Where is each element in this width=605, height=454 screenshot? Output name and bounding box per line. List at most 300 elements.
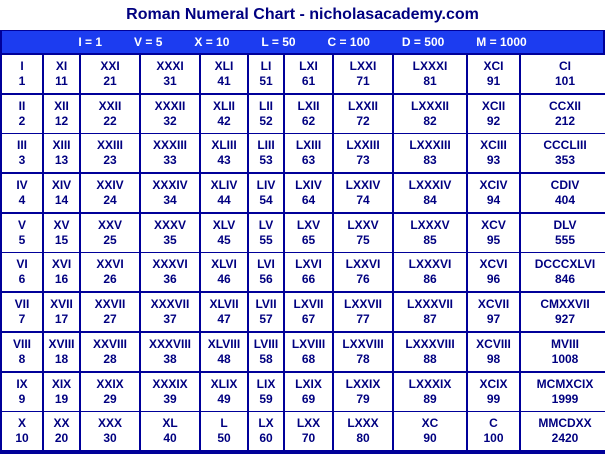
roman-numeral: XCVIII — [476, 336, 511, 351]
roman-numeral: VIII — [12, 336, 31, 351]
roman-numeral: LXXIX — [345, 376, 381, 391]
arabic-number: 50 — [217, 431, 231, 446]
numeral-cell — [2, 134, 42, 172]
roman-numeral: LXXVIII — [342, 336, 384, 351]
roman-numeral: XVI — [51, 257, 72, 272]
numeral-cell — [334, 174, 392, 212]
arabic-number: 65 — [301, 232, 316, 247]
roman-numeral: LX — [258, 416, 274, 431]
arabic-number: 54 — [259, 193, 273, 208]
arabic-number: 70 — [301, 431, 316, 446]
arabic-number: 82 — [423, 113, 437, 128]
numeral-cell — [141, 373, 199, 411]
arabic-number: 17 — [54, 312, 69, 327]
arabic-number: 89 — [423, 391, 437, 406]
roman-numeral: LXIX — [295, 376, 322, 391]
roman-numeral: VI — [16, 257, 28, 272]
numeral-cell — [394, 373, 466, 411]
numeral-cell — [81, 373, 139, 411]
numeral-cell — [2, 55, 42, 93]
roman-numeral: X — [17, 416, 26, 431]
arabic-number: 34 — [163, 193, 177, 208]
numeral-cell — [249, 412, 283, 450]
roman-numeral: LVI — [257, 257, 275, 272]
arabic-number: 404 — [554, 193, 576, 208]
arabic-number: 16 — [54, 272, 69, 287]
arabic-number: 1008 — [551, 351, 579, 366]
roman-numeral: LXXIII — [346, 138, 380, 153]
numeral-cell — [249, 214, 283, 252]
numeral-cell — [2, 293, 42, 331]
numeral-cell — [81, 95, 139, 133]
numeral-cell — [141, 253, 199, 291]
numeral-cell — [141, 95, 199, 133]
roman-numeral: XXXVI — [152, 257, 188, 272]
arabic-number: 85 — [423, 232, 437, 247]
arabic-number: 12 — [54, 113, 69, 128]
numeral-cell — [468, 333, 519, 371]
roman-numeral: LXXXVI — [408, 257, 452, 272]
roman-numeral: II — [18, 98, 26, 113]
roman-numeral: IX — [16, 376, 28, 391]
roman-numeral: XXII — [98, 98, 122, 113]
roman-numeral: XXVIII — [92, 336, 127, 351]
roman-numeral: LXXXI — [412, 59, 448, 73]
numeral-cell — [141, 55, 199, 93]
arabic-number: 5 — [18, 232, 26, 247]
numeral-cell — [394, 333, 466, 371]
roman-numeral: LXX — [296, 416, 321, 431]
roman-numeral: XXV — [97, 217, 122, 232]
roman-numeral: LXXII — [347, 98, 378, 113]
roman-numeral: XXXII — [154, 98, 186, 113]
arabic-number: 63 — [301, 153, 316, 168]
numeral-cell — [141, 214, 199, 252]
numeral-cell — [521, 134, 605, 172]
roman-numeral: I — [20, 59, 24, 73]
numeral-cell — [285, 373, 332, 411]
arabic-number: 19 — [54, 391, 69, 406]
arabic-number: 44 — [217, 193, 231, 208]
numeral-cell — [394, 412, 466, 450]
arabic-number: 99 — [486, 391, 501, 406]
roman-numeral: VII — [14, 297, 30, 312]
roman-numeral: IV — [16, 178, 28, 193]
numeral-cell — [81, 134, 139, 172]
arabic-number: 1 — [18, 74, 26, 88]
roman-numeral: XLII — [212, 98, 235, 113]
arabic-number: 101 — [554, 74, 576, 88]
numeral-cell — [81, 253, 139, 291]
arabic-number: 58 — [259, 351, 273, 366]
arabic-number: 66 — [301, 272, 316, 287]
numeral-cell — [2, 373, 42, 411]
numeral-cell — [141, 134, 199, 172]
roman-numeral: LV — [258, 217, 274, 232]
arabic-number: 64 — [301, 193, 316, 208]
arabic-number: 93 — [486, 153, 501, 168]
numeral-cell — [141, 174, 199, 212]
roman-numeral: LXI — [299, 59, 318, 73]
roman-numeral: L — [220, 416, 228, 431]
roman-numeral: XLIV — [210, 178, 238, 193]
arabic-number: 30 — [103, 431, 117, 446]
arabic-number: 4 — [18, 193, 26, 208]
arabic-number: 78 — [356, 351, 370, 366]
arabic-number: 95 — [486, 232, 501, 247]
arabic-number: 71 — [356, 74, 370, 88]
numeral-cell — [521, 174, 605, 212]
roman-numeral: LXXXVII — [406, 297, 453, 312]
numeral-cell — [141, 293, 199, 331]
roman-numeral: XCII — [481, 98, 506, 113]
numeral-cell — [521, 333, 605, 371]
roman-numeral: LXIII — [295, 138, 322, 153]
arabic-number: 73 — [356, 153, 370, 168]
numeral-cell — [141, 333, 199, 371]
numeral-cell — [285, 214, 332, 252]
roman-numeral: LXXXIV — [408, 178, 452, 193]
arabic-number: 35 — [163, 232, 177, 247]
legend-item: C = 100 — [327, 35, 370, 49]
numeral-cell — [201, 412, 247, 450]
roman-numeral: LI — [260, 59, 272, 73]
numeral-cell — [201, 55, 247, 93]
roman-numeral: LXIV — [295, 178, 322, 193]
numeral-cell — [285, 293, 332, 331]
roman-numeral: XVII — [50, 297, 73, 312]
arabic-number: 79 — [356, 391, 370, 406]
roman-numeral: CCXII — [548, 98, 581, 113]
arabic-number: 14 — [54, 193, 69, 208]
numeral-cell — [81, 333, 139, 371]
arabic-number: 57 — [259, 312, 273, 327]
numeral-cell — [285, 412, 332, 450]
arabic-number: 20 — [54, 431, 69, 446]
arabic-number: 91 — [486, 74, 501, 88]
numeral-cell — [394, 95, 466, 133]
numeral-cell — [201, 214, 247, 252]
roman-numeral: LIII — [257, 138, 275, 153]
roman-numeral: XXVII — [94, 297, 126, 312]
numeral-cell — [394, 174, 466, 212]
arabic-number: 80 — [356, 431, 370, 446]
arabic-number: 24 — [103, 193, 117, 208]
roman-numeral: MCMXCIX — [536, 376, 594, 391]
arabic-number: 41 — [217, 74, 231, 88]
roman-numeral: XLIII — [211, 138, 237, 153]
roman-numeral: C — [489, 416, 498, 431]
arabic-number: 76 — [356, 272, 370, 287]
arabic-number: 62 — [301, 113, 316, 128]
numeral-cell — [394, 253, 466, 291]
roman-numeral: XXVI — [96, 257, 124, 272]
legend-item: I = 1 — [78, 35, 103, 49]
legend-item: L = 50 — [261, 35, 296, 49]
numeral-cell — [141, 412, 199, 450]
roman-numeral: DLV — [553, 217, 577, 232]
arabic-number: 11 — [55, 74, 68, 88]
arabic-number: 60 — [259, 431, 273, 446]
numeral-cell — [521, 214, 605, 252]
arabic-number: 46 — [217, 272, 231, 287]
arabic-number: 81 — [423, 74, 437, 88]
numeral-cell — [468, 134, 519, 172]
roman-numeral: LXXXIX — [408, 376, 452, 391]
arabic-number: 96 — [486, 272, 501, 287]
numeral-cell — [334, 373, 392, 411]
roman-numeral: LXVIII — [291, 336, 326, 351]
numeral-cell — [334, 134, 392, 172]
arabic-number: 90 — [423, 431, 437, 446]
arabic-number: 25 — [103, 232, 117, 247]
arabic-number: 37 — [163, 312, 177, 327]
roman-numeral: XXIV — [96, 178, 124, 193]
numeral-cell — [44, 373, 79, 411]
numeral-cell — [2, 95, 42, 133]
arabic-number: 56 — [259, 272, 273, 287]
roman-numeral: III — [16, 138, 27, 153]
numeral-cell — [249, 174, 283, 212]
roman-numeral: XXXIV — [152, 178, 188, 193]
arabic-number: 98 — [486, 351, 501, 366]
numeral-cell — [468, 174, 519, 212]
numeral-cell — [334, 95, 392, 133]
numeral-cell — [81, 174, 139, 212]
numeral-cell — [81, 55, 139, 93]
arabic-number: 53 — [259, 153, 273, 168]
roman-numeral: XCVI — [479, 257, 508, 272]
numeral-grid — [2, 55, 603, 452]
numeral-cell — [521, 412, 605, 450]
roman-numeral: XLIX — [210, 376, 238, 391]
arabic-number: 69 — [301, 391, 316, 406]
roman-numeral: MVIII — [550, 336, 579, 351]
numeral-cell — [285, 134, 332, 172]
arabic-number: 9 — [18, 391, 26, 406]
numeral-cell — [44, 253, 79, 291]
roman-numeral: LIV — [256, 178, 276, 193]
roman-numeral: XCIII — [480, 138, 507, 153]
roman-numeral: XI — [55, 59, 68, 73]
numeral-cell — [81, 214, 139, 252]
numeral-cell — [44, 174, 79, 212]
arabic-number: 68 — [301, 351, 316, 366]
roman-numeral: LXXX — [347, 416, 379, 431]
numeral-cell — [81, 412, 139, 450]
roman-numeral: XIV — [51, 178, 72, 193]
arabic-number: 43 — [217, 153, 231, 168]
numeral-cell — [249, 293, 283, 331]
numeral-cell — [201, 253, 247, 291]
arabic-number: 8 — [18, 351, 26, 366]
arabic-number: 212 — [554, 113, 576, 128]
arabic-number: 52 — [259, 113, 273, 128]
arabic-number: 100 — [483, 431, 504, 446]
roman-numeral: XIX — [51, 376, 72, 391]
roman-numeral: XCVII — [477, 297, 510, 312]
roman-numeral: XXXVIII — [148, 336, 192, 351]
page-title: Roman Numeral Chart - nicholasacademy.com — [0, 0, 605, 30]
roman-numeral: LIX — [256, 376, 276, 391]
arabic-number: 22 — [103, 113, 117, 128]
roman-numeral: LVII — [255, 297, 277, 312]
numeral-cell — [249, 95, 283, 133]
roman-numeral: LXXVII — [343, 297, 382, 312]
numeral-cell — [2, 333, 42, 371]
arabic-number: 97 — [486, 312, 501, 327]
roman-numeral: CCCLIII — [543, 138, 587, 153]
numeral-cell — [81, 293, 139, 331]
roman-numeral: XCIV — [479, 178, 508, 193]
arabic-number: 67 — [301, 312, 316, 327]
roman-numeral: XV — [53, 217, 70, 232]
numeral-cell — [334, 333, 392, 371]
roman-numeral: CI — [559, 59, 571, 73]
numeral-cell — [285, 253, 332, 291]
roman-numeral: LXV — [296, 217, 321, 232]
roman-numeral: XCV — [481, 217, 506, 232]
numeral-cell — [468, 253, 519, 291]
arabic-number: 13 — [54, 153, 69, 168]
numeral-cell — [249, 55, 283, 93]
numeral-cell — [201, 293, 247, 331]
numeral-cell — [44, 333, 79, 371]
numeral-cell — [249, 373, 283, 411]
arabic-number: 2420 — [551, 431, 579, 446]
numeral-cell — [44, 95, 79, 133]
numeral-cell — [334, 293, 392, 331]
roman-numeral: XXXVII — [150, 297, 190, 312]
roman-numeral: XXXI — [156, 59, 184, 73]
arabic-number: 83 — [423, 153, 437, 168]
numeral-cell — [521, 293, 605, 331]
numeral-cell — [394, 214, 466, 252]
roman-numeral: XVIII — [48, 336, 75, 351]
numeral-cell — [2, 214, 42, 252]
numeral-cell — [44, 55, 79, 93]
arabic-number: 353 — [554, 153, 576, 168]
roman-numeral: XIII — [52, 138, 71, 153]
numeral-cell — [44, 214, 79, 252]
roman-numeral: XXI — [100, 59, 120, 73]
arabic-number: 27 — [103, 312, 117, 327]
roman-numeral: XLV — [212, 217, 236, 232]
roman-numeral: XLVI — [211, 257, 237, 272]
roman-numeral: XLI — [214, 59, 234, 73]
numeral-cell — [249, 333, 283, 371]
roman-numeral: XCIX — [479, 376, 508, 391]
numeral-cell — [468, 214, 519, 252]
arabic-number: 23 — [103, 153, 117, 168]
roman-numeral: XX — [53, 416, 70, 431]
numeral-cell — [285, 333, 332, 371]
arabic-number: 49 — [217, 391, 231, 406]
arabic-number: 29 — [103, 391, 117, 406]
roman-numeral: XLVII — [209, 297, 239, 312]
roman-numeral: LXXXII — [410, 98, 449, 113]
roman-numeral: XCI — [483, 59, 504, 73]
numeral-cell — [201, 134, 247, 172]
numeral-cell — [201, 174, 247, 212]
roman-numeral: V — [17, 217, 26, 232]
arabic-number: 10 — [15, 431, 29, 446]
numeral-cell — [334, 214, 392, 252]
roman-numeral: LXVII — [293, 297, 324, 312]
roman-numeral: XXXV — [153, 217, 186, 232]
numeral-cell — [44, 412, 79, 450]
arabic-number: 1999 — [551, 391, 579, 406]
arabic-number: 3 — [18, 153, 26, 168]
numeral-cell — [2, 174, 42, 212]
roman-numeral: XXXIII — [152, 138, 187, 153]
arabic-number: 86 — [423, 272, 437, 287]
numeral-cell — [334, 55, 392, 93]
roman-numeral: DCCCXLVI — [534, 257, 596, 272]
numeral-cell — [2, 253, 42, 291]
arabic-number: 74 — [356, 193, 370, 208]
roman-numeral: MMCDXX — [538, 416, 592, 431]
arabic-number: 18 — [54, 351, 69, 366]
roman-numeral: XC — [421, 416, 439, 431]
roman-numeral: LVIII — [253, 336, 279, 351]
arabic-number: 61 — [301, 74, 316, 88]
numeral-cell — [468, 55, 519, 93]
roman-numeral: LXXVI — [345, 257, 381, 272]
arabic-number: 6 — [18, 272, 26, 287]
roman-numeral: LXII — [297, 98, 320, 113]
numeral-cell — [334, 412, 392, 450]
numeral-cell — [249, 253, 283, 291]
symbol-legend — [2, 31, 603, 53]
arabic-number: 40 — [163, 431, 177, 446]
numeral-cell — [249, 134, 283, 172]
numeral-cell — [201, 95, 247, 133]
numeral-cell — [285, 55, 332, 93]
arabic-number: 75 — [356, 232, 370, 247]
roman-numeral: XII — [54, 98, 69, 113]
arabic-number: 31 — [163, 74, 177, 88]
numeral-cell — [468, 95, 519, 133]
roman-numeral: XXIII — [96, 138, 123, 153]
arabic-number: 51 — [259, 74, 273, 88]
arabic-number: 39 — [163, 391, 177, 406]
numeral-cell — [521, 253, 605, 291]
arabic-number: 32 — [163, 113, 177, 128]
legend-item: V = 5 — [134, 35, 163, 49]
arabic-number: 87 — [423, 312, 437, 327]
numeral-cell — [201, 333, 247, 371]
numeral-cell — [285, 95, 332, 133]
roman-numeral: CDIV — [550, 178, 580, 193]
legend-item: D = 500 — [401, 35, 445, 49]
arabic-number: 92 — [486, 113, 501, 128]
numeral-cell — [44, 293, 79, 331]
roman-numeral: LXVI — [295, 257, 322, 272]
arabic-number: 55 — [259, 232, 273, 247]
numeral-cell — [334, 253, 392, 291]
arabic-number: 77 — [356, 312, 370, 327]
numeral-cell — [468, 412, 519, 450]
arabic-number: 7 — [18, 312, 26, 327]
numeral-cell — [468, 373, 519, 411]
arabic-number: 927 — [554, 312, 576, 327]
roman-numeral: XXXIX — [152, 376, 188, 391]
numeral-cell — [394, 134, 466, 172]
roman-numeral: LXXIV — [345, 178, 381, 193]
arabic-number: 59 — [259, 391, 273, 406]
roman-numeral: CMXXVII — [540, 297, 590, 312]
